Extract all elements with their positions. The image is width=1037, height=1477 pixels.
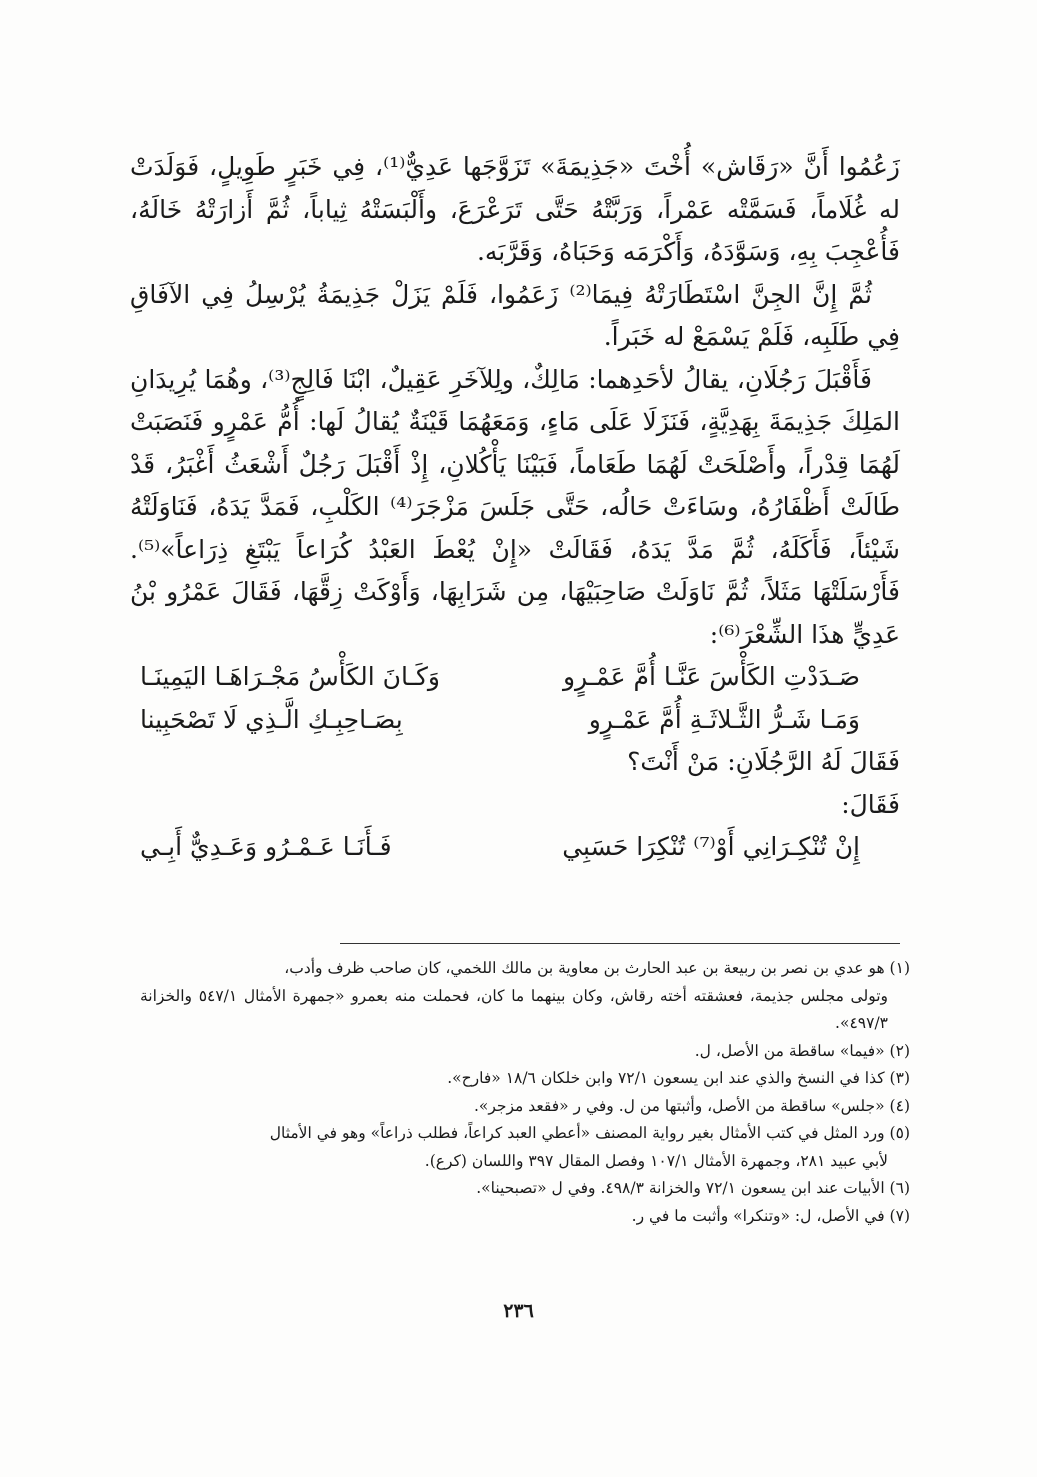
verse-1-first-hemistich: صَـدَدْتِ الكَأْسَ عَنَّـا أُمَّ عَمْـرٍو: [562, 662, 860, 691]
footnote-1-continuation: وتولى مجلس جذيمة، فعشقته أخته رقاش، وكان بينهما ما كان، فحملت منه بعمرو «جمهرة الأمثال ٥٤٧/١ والخزانة ٤٩٧/٣».: [140, 986, 888, 1032]
verse-line-3: [130, 826, 900, 869]
footnote-5: (٥) ورد المثل في كتب الأمثال بغير رواية المصنف «أعطي العبد كراعاً، فطلب ذراعاً» وهو في الأمثال: [269, 1124, 910, 1142]
verse-2-first-hemistich: وَمَـا شَـرُّ الثَّـلاثَـةِ أُمَّ عَمْـرٍو: [588, 704, 860, 734]
footnote-6: (٦) الأبيات عند ابن يسعون ٧٢/١ والخزانة ٤٩٨/٣. وفي ل «تصبحينا».: [476, 1179, 910, 1197]
verse-3-second-hemistich: فَـأَنَـا عَـمْـرُو وَعَـدِيٌّ أَبِـي: [140, 832, 392, 861]
verse-3-first-hemistich: إِنْ تُنْكِـرَانِي أَوْ⁽⁷⁾ تُنْكِرَا حَسَبِي: [562, 832, 860, 861]
footnote-3: (٣) كذا في النسخ والذي عند ابن يسعون ٧٢/١ وابن خلكان ١٨/٦ «فارح».: [447, 1069, 910, 1087]
main-text: [130, 146, 900, 869]
paragraph-3: فَأَقْبَلَ رَجُلَانِ، يقالُ لأحَدِهما: مَالِكٌ، ولِلآخَرِ عَقِيلٌ، ابْنَا فَالِجٍ⁽³⁾، وهُمَا يُرِيدَانِ المَلِكَ جَذِيمَةَ بِهَدِيَّةٍ، فَنَزَلَا عَلَى مَاءٍ، وَمَعَهُمَا قَيْنَةٌ يُقالُ لَها: أُمُّ عَمْرٍو فَنَصَبَتْ لَهُمَا قِدْراً، وأَصْلَحَتْ لَهُمَا طَعَاماً، فَبَيْنَا يَأْكُلانِ، إِذْ أَقْبَلَ رَجُلٌ أَشْعَثُ أَغْبَرُ، قَدْ طَالَتْ أَظْفَارُهُ، وسَاءَتْ حَالُه، حَتَّى جَلَسَ مَزْجَرَ⁽⁴⁾ الكَلْبِ، فَمَدَّ يَدَهُ، فَنَاوَلَتْهُ شَيْئاً، فَأَكَلَهُ، ثُمَّ مَدَّ يَدَهُ، فَقَالَتْ «إِنْ يُعْطَ العَبْدُ كُرَاعاً يَبْتَغِ ذِرَاعاً»⁽⁵⁾. فَأَرْسَلَتْهَا مَثَلاً، ثُمَّ نَاوَلَتْ صَاحِبَيْهَا، مِن شَرَابِهَا، وَأَوْكَتْ زِقَّهَا، فَقَالَ عَمْرُو بْنُ عَدِيٍّ هذَا الشِّعْرَ⁽⁶⁾:: [130, 364, 900, 649]
footnote-5-continuation: لأبي عبيد ٢٨١، وجمهرة الأمثال ١٠٧/١ وفصل المقال ٣٩٧ واللسان (كرع).: [424, 1151, 888, 1170]
verse-line-2: [130, 699, 900, 742]
footnote-2: (٢) «فيما» ساقطة من الأصل، ل.: [694, 1041, 910, 1060]
paragraph-5: فَقَالَ:: [841, 789, 900, 819]
verse-line-1: [130, 656, 900, 699]
page-number: ٢٣٦: [503, 1300, 534, 1322]
paragraph-1: زَعُمُوا أَنَّ «رَقَاش» أُخْتَ «جَذِيمَةَ» تَزَوَّجَها عَدِيٌّ⁽¹⁾، فِي خَبَرٍ طَوِيلٍ، فَوَلَدَتْ له غُلَاماً، فَسَمَّتْه عَمْراً، وَرَبَّتْهُ حَتَّى تَرَعْرَعَ، وأَلْبَسَتْهُ ثِياباً، ثُمَّ أَزارَتْهُ خَالَهُ، فَأُعْجِبَ بِهِ، وَسَوَّدَهُ، وَأَكْرَمَه وَحَبَاهُ، وَقَرَّبَه.: [130, 152, 900, 266]
footnote-separator: [340, 943, 900, 944]
footnote-4: (٤) «جلس» ساقطة من الأصل، وأثبتها من ل. وفي ر «فقعد مزجر».: [473, 1096, 910, 1115]
paragraph-2: ثُمَّ إِنَّ الجِنَّ اسْتَطَارَتْهُ فِيمَا⁽²⁾ زَعَمُوا، فَلَمْ يَزَلْ جَذِيمَةُ يُرْسِلُ فِي الآفَاقِ فِي طَلَبِه، فَلَمْ يَسْمَعْ له خَبَراً.: [130, 279, 900, 351]
footnote-7: (٧) في الأصل، ل: «وتنكرا» وأثبت ما في ر.: [631, 1206, 910, 1225]
verse-1-second-hemistich: وَكَـانَ الكَأْسُ مَجْـرَاهَـا اليَمِينَـا: [140, 662, 440, 691]
footnote-1: (١) هو عدي بن نصر بن ربيعة بن عبد الحارث بن معاوية بن مالك اللخمي، كان صاحب ظرف وأدب،: [284, 959, 910, 977]
paragraph-4: فَقَالَ لَهُ الرَّجُلَانِ: مَنْ أَنْتَ؟: [627, 747, 900, 776]
footnotes: [140, 955, 910, 1230]
verse-2-second-hemistich: بِصَـاحِبِـكِ الَّـذِي لَا تَصْحَبِينا: [140, 704, 403, 734]
